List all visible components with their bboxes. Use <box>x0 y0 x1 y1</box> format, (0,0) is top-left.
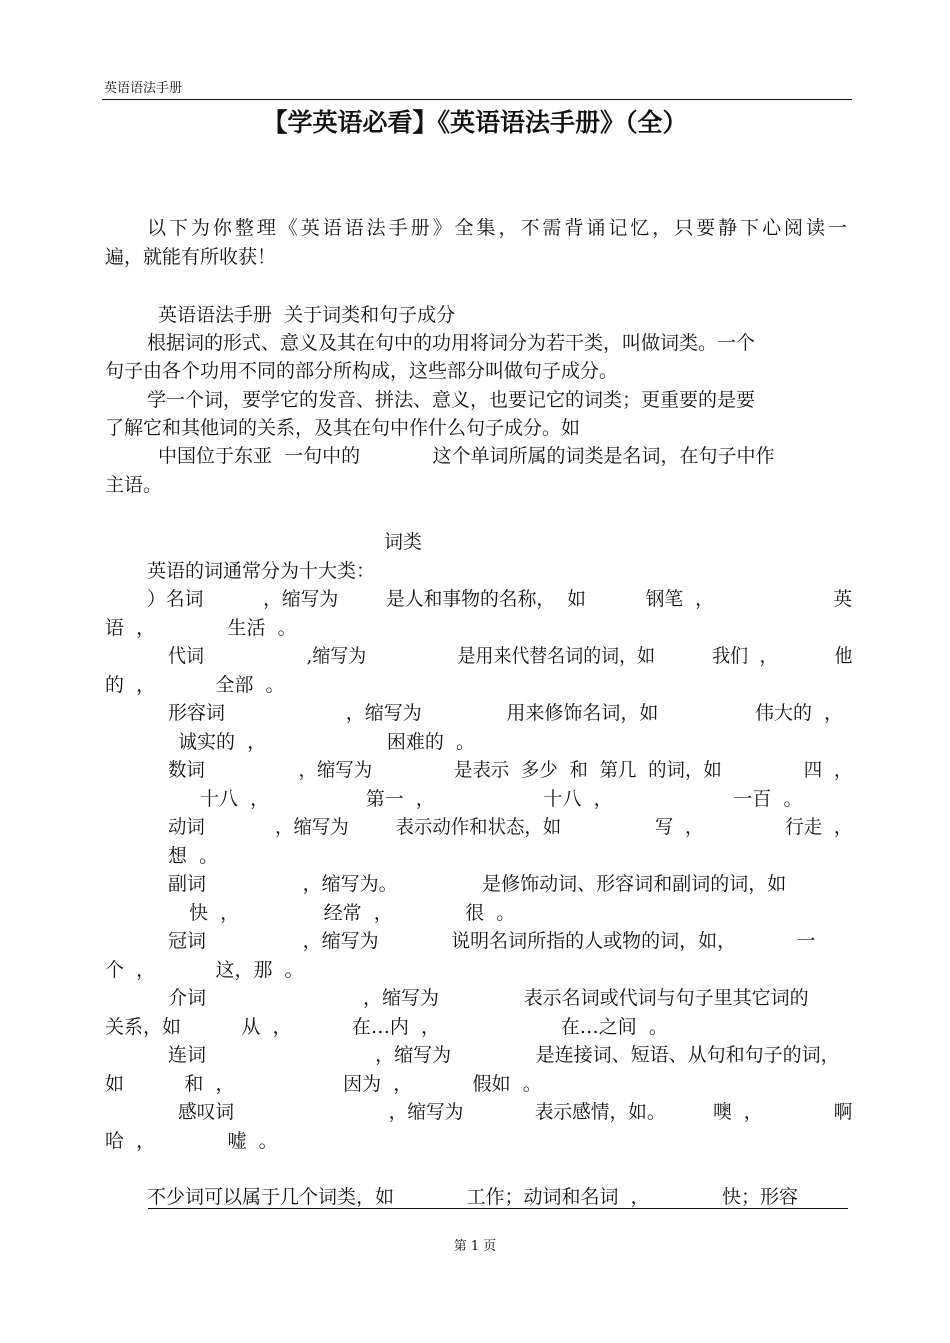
word-class-4-line-1: 数词 ，缩写为 是表示 多少 和 第几 的词，如 四 ， <box>168 759 853 781</box>
section1-p3-line-2: 主语。 <box>105 474 163 496</box>
section2-intro: 英语的词通常分为十大类： <box>147 560 376 582</box>
word-class-2-line-2: 的 ， 全部 。 <box>105 674 285 696</box>
word-class-3-line-1: 形容词 ，缩写为 用来修饰名词，如 伟大的 ， <box>168 702 844 724</box>
word-class-5-line-1: 动词 ，缩写为 表示动作和状态，如 写 ， 行走 ， <box>168 816 853 838</box>
section1-p2-line-2: 了解它和其他词的关系，及其在句中作什么句子成分。如 <box>105 417 581 439</box>
word-class-6-line-1: 副词 ，缩写为。 是修饰动词、形容词和副词的词，如 <box>168 873 787 895</box>
section1-p1-line-1: 根据词的形式、意义及其在句中的功用将词分为若干类，叫做词类。一个 <box>147 332 756 354</box>
footer-rule <box>148 1208 848 1209</box>
word-class-10-line-1: 感叹词 ，缩写为 表示感情，如。 噢 ， 啊 <box>178 1101 853 1123</box>
word-class-7-line-1: 冠词 ，缩写为 说明名词所指的人或物的词，如， 一 <box>168 930 816 952</box>
word-class-9-line-2: 如 和 ， 因为 ， 假如 。 <box>105 1073 542 1095</box>
intro-line-2: 遍，就能有所收获！ <box>105 246 277 268</box>
section1-p2-line-1: 学一个词，要学它的发音、拼法、意义，也要记它的词类；更重要的是要 <box>147 389 756 411</box>
closing-line: 不少词可以属于几个词类，如 工作；动词和名词 ， 快；形容 <box>147 1186 799 1208</box>
word-class-1-line-2: 语 ， 生活 。 <box>105 617 297 639</box>
section1-p3-line-1: 中国位于东亚 一句中的 这个单词所属的词类是名词，在句子中作 <box>158 445 775 467</box>
word-class-10-line-2: 哈 ， 嘘 。 <box>105 1130 278 1152</box>
word-class-5-line-2: 想 。 <box>168 845 219 867</box>
section2-heading: 词类 <box>384 531 423 553</box>
word-class-8-line-1: 介词 ，缩写为 表示名词或代词与句子里其它词的 <box>168 987 809 1009</box>
word-class-6-line-2: 快 ， 经常 ， 很 。 <box>189 902 516 924</box>
section1-heading: 英语语法手册 关于词类和句子成分 <box>158 304 456 326</box>
word-class-8-line-2: 关系，如 从 ， 在…内 ， 在…之间 。 <box>105 1016 668 1038</box>
intro-line-1: 以下为你整理《英语语法手册》全集，不需背诵记忆，只要静下心阅读一 <box>147 217 847 239</box>
word-class-7-line-2: 个 ， 这，那 。 <box>105 959 304 981</box>
word-class-9-line-1: 连词 ，缩写为 是连接词、短语、从句和句子的词， <box>168 1044 840 1066</box>
running-header: 英语语法手册 <box>104 81 183 96</box>
header-rule <box>102 99 852 100</box>
word-class-1-line-1: ）名词 ，缩写为 是人和事物的名称， 如 钢笔 ， 英 <box>147 588 853 610</box>
word-class-4-line-2: 十八 ， 第一 ， 十八 ， 一百 。 <box>200 788 803 810</box>
section1-p1-line-2: 句子由各个功用不同的部分所构成，这些部分叫做句子成分。 <box>105 360 619 382</box>
word-class-3-line-2: 诚实的 ， 困难的 。 <box>178 731 475 753</box>
page-number: 第 1 页 <box>453 1239 497 1254</box>
word-class-2-line-1: 代词 ,缩写为 是用来代替名词的词，如 我们 ， 他 <box>168 645 853 667</box>
document-title: 【学英语必看】《英语语法手册》（全） <box>262 108 688 137</box>
